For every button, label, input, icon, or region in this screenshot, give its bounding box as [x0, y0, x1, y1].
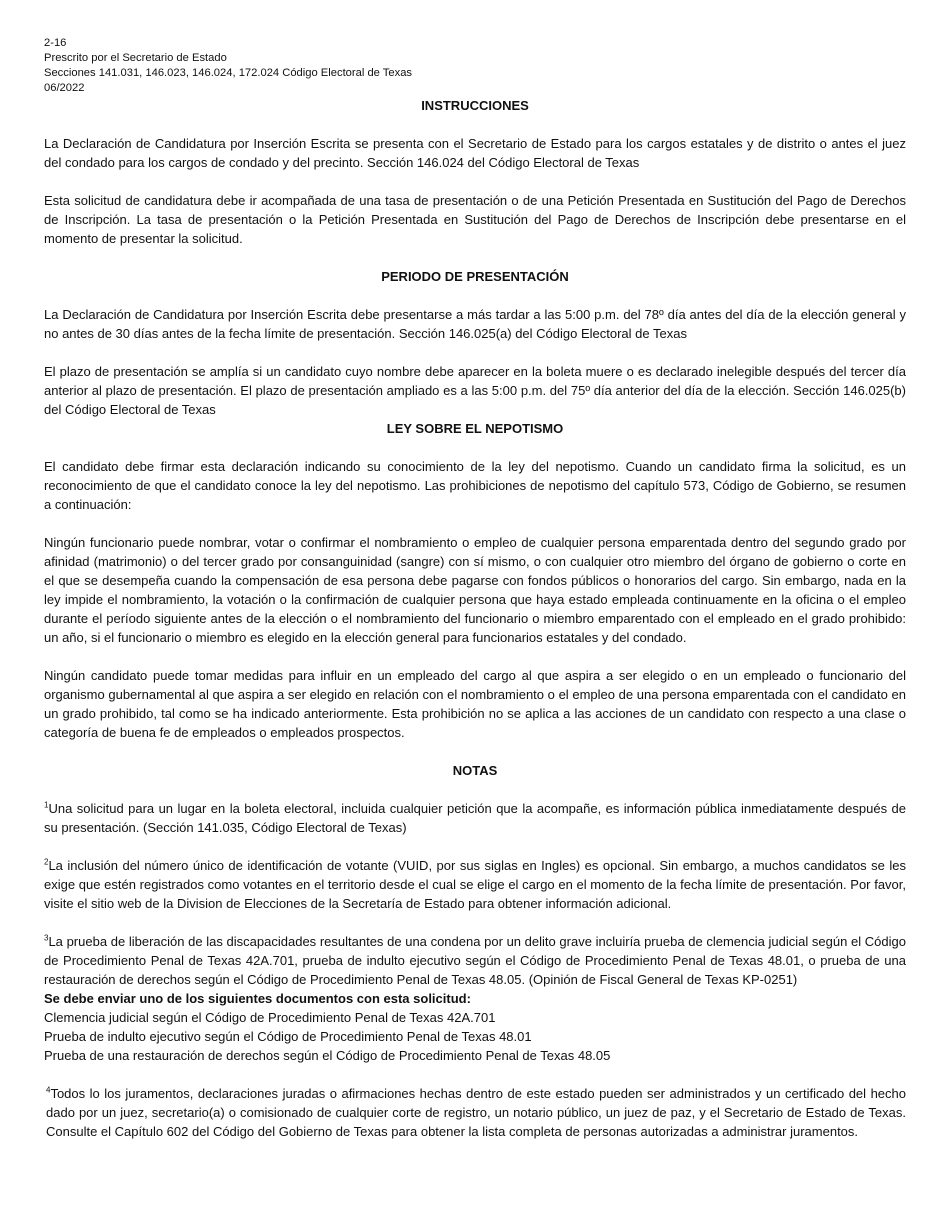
required-doc-item: Prueba de indulto ejecutivo según el Código de Procedimiento Penal de Texas 48.01	[44, 1029, 532, 1044]
form-header	[44, 36, 906, 96]
nepotismo-heading: LEY SOBRE EL NEPOTISMO	[386, 421, 564, 436]
prescribed-by: Prescrito por el Secretario de Estado	[44, 52, 227, 64]
nota-3-mark: 3	[44, 933, 49, 943]
nota-4-text: Todos lo los juramentos, declaraciones juradas o afirmaciones hechas dentro de este estado pueden ser administrados y un certificado del hecho dado por un juez, secretario(a) o comisionado de cualquier corte de registro, un notario público, un juez de paz, y el Secretario de Estado de Texas. Consulte el Capítulo 602 del Código del Gobierno de Texas para obtener la lista completa de personas autorizadas a administrar juramentos.	[46, 1086, 906, 1139]
nota-4	[44, 1084, 906, 1141]
instrucciones-paragraph-2: Esta solicitud de candidatura debe ir acompañada de una tasa de presentación o de una Petición Presentada en Sustitución del Pago de Derechos de Inscripción. La tasa de presentación o la Petición Presentada en Sustitución del Pago de Derechos de Inscripción debe presentarse en el momento de presentar la solicitud.	[44, 193, 906, 246]
nota-4-mark: 4	[46, 1085, 51, 1095]
nepotismo-paragraph-1: El candidato debe firmar esta declaración indicando su conocimiento de la ley del nepotismo. Cuando un candidato firma la solicitud, es un reconocimiento de que el candidato conoce la ley del nepotismo. Las prohibiciones de nepotismo del capítulo 573, Código de Gobierno, se resumen a continuación:	[44, 459, 906, 512]
nota-2-mark: 2	[44, 857, 49, 867]
instrucciones-heading: INSTRUCCIONES	[421, 98, 529, 113]
required-doc-item: Prueba de una restauración de derechos según el Código de Procedimiento Penal de Texas 48.05	[44, 1048, 611, 1063]
nota-1-mark: 1	[44, 800, 49, 810]
notas-heading: NOTAS	[452, 763, 498, 778]
document-page	[44, 36, 906, 1141]
instrucciones-paragraph-1: La Declaración de Candidatura por Inserción Escrita se presenta con el Secretario de Estado para los cargos estatales y de distrito o antes el juez del condado para los cargos de condado y del precinto. Sección 146.024 del Código Electoral de Texas	[44, 136, 906, 170]
form-number: 2-16	[44, 37, 67, 49]
form-date: 06/2022	[44, 82, 85, 94]
periodo-paragraph-1: La Declaración de Candidatura por Inserción Escrita debe presentarse a más tardar a las 5:00 p.m. del 78º día antes del día de la elección general y no antes de 30 días antes de la fecha límite de presentación. Sección 146.025(a) del Código Electoral de Texas	[44, 307, 906, 341]
nota-3	[44, 932, 906, 989]
periodo-paragraph-2: El plazo de presentación se amplía si un candidato cuyo nombre debe aparecer en la boleta muere o es declarado inelegible después del tercer día anterior al plazo de presentación. El plazo de presentación ampliado es a las 5:00 p.m. del 75º día anterior del día de la elección. Sección 146.025(b) del Código Electoral de Texas	[44, 364, 906, 417]
required-docs-heading: Se debe enviar uno de los siguientes documentos con esta solicitud:	[44, 991, 471, 1006]
nota-2	[44, 856, 906, 913]
nota-1	[44, 799, 906, 837]
nota-1-text: Una solicitud para un lugar en la boleta electoral, incluida cualquier petición que la acompañe, es información pública inmediatamente después de su presentación. (Sección 141.035, Código Electoral de Texas)	[44, 801, 906, 835]
code-sections: Secciones 141.031, 146.023, 146.024, 172.024 Código Electoral de Texas	[44, 67, 413, 79]
nepotismo-paragraph-2: Ningún funcionario puede nombrar, votar o confirmar el nombramiento o empleo de cualquier persona emparentada dentro del segundo grado por afinidad (matrimonio) o del tercer grado por consanguinidad (sangre) con sí mismo, o con cualquier otro miembro del órgano de gobierno o corte en el que se desempeña cuando la compensación de esa persona debe pagarse con fondos públicos o honorarios del cargo. Sin embargo, nada en la ley impide el nombramiento, la votación o la confirmación de cualquier persona que haya estado empleada continuamente en la oficina o el empleo durante el período siguiente antes de la elección o el nombramiento del funcionario o miembro emparentado con el empleado en el grado prohibido: un año, si el funcionario o miembro es elegido en la elección general para funcionarios estatales y del condado.	[44, 535, 906, 645]
nota-3-text: La prueba de liberación de las discapacidades resultantes de una condena por un delito grave incluiría prueba de clemencia judicial según el Código de Procedimiento Penal de Texas 42A.701, prueba de indulto ejecutivo según el Código de Procedimiento Penal de Texas 48.01, o prueba de una restauración de derechos según el Código de Procedimiento Penal de Texas 48.05. (Opinión de Fiscal General de Texas KP-0251)	[44, 934, 906, 987]
nota-2-text: La inclusión del número único de identificación de votante (VUID, por sus siglas en Ingles) es opcional. Sin embargo, a muchos candidatos se les exige que estén registrados como votantes en el territorio desde el cual se elige el cargo en el momento de la fecha límite de presentación. Por favor, visite el sitio web de la Division de Elecciones de la Secretaría de Estado para obtener información adicional.	[44, 858, 906, 911]
required-doc-item: Clemencia judicial según el Código de Procedimiento Penal de Texas 42A.701	[44, 1010, 496, 1025]
nepotismo-paragraph-3: Ningún candidato puede tomar medidas para influir en un empleado del cargo al que aspira a ser elegido o en un empleado o funcionario del organismo gubernamental al que aspira a ser elegido en relación con el nombramiento o el empleo de una persona emparentada con el candidato en un grado prohibido, tal como se ha indicado anteriormente. Esta prohibición no se aplica a las acciones de un candidato con respecto a una clase o categoría de buena fe de empleados o empleados prospectos.	[44, 668, 906, 740]
periodo-heading: PERIODO DE PRESENTACIÓN	[381, 269, 569, 284]
